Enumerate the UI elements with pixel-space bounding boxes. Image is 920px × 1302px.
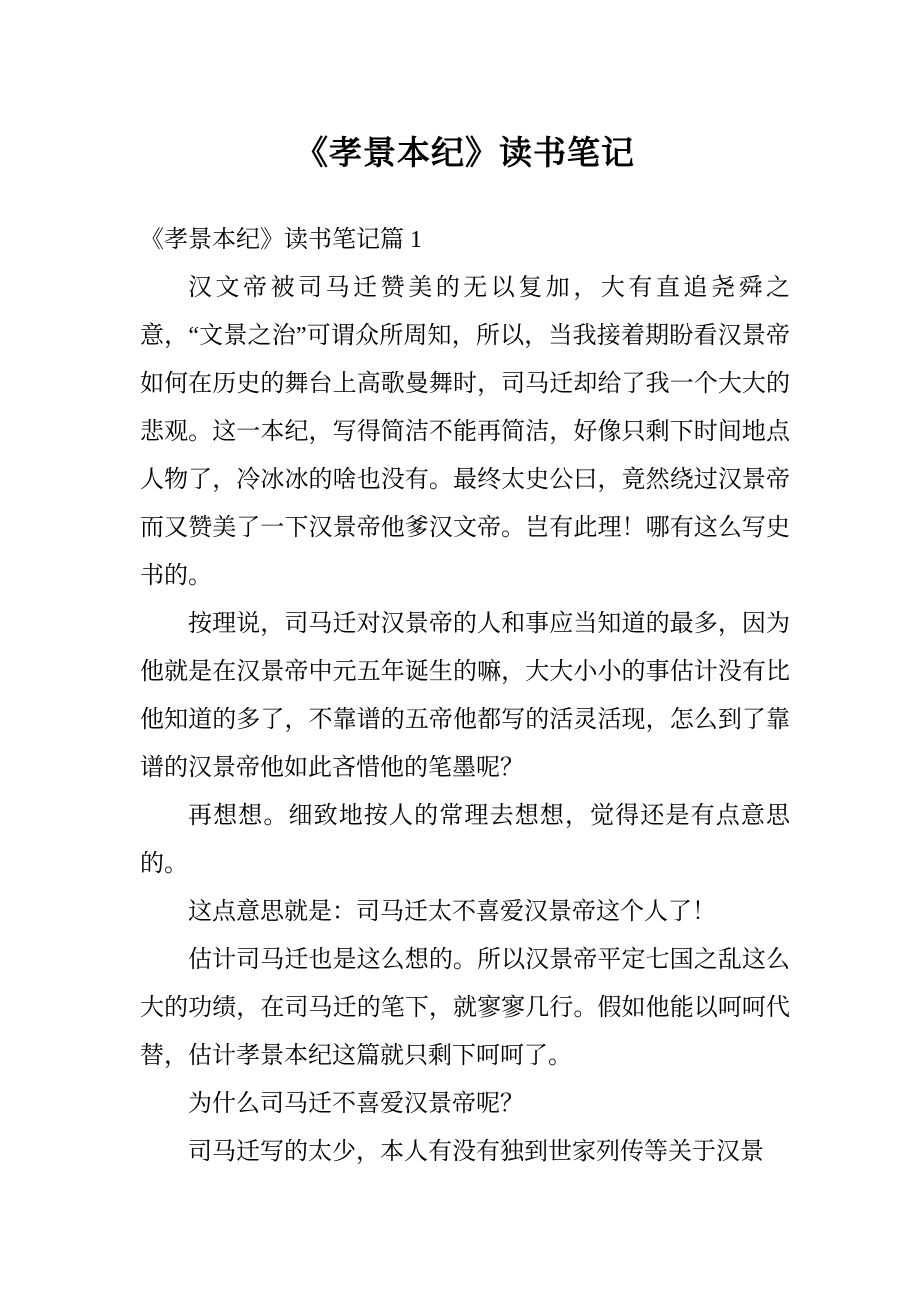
paragraph: 估计司马迁也是这么想的。所以汉景帝平定七国之乱这么大的功绩，在司马迁的笔下，就寥寥几行。假如他能以呵呵代替，估计孝景本纪这篇就只剩下呵呵了。 <box>140 947 790 1069</box>
paragraph: 汉文帝被司马迁赞美的无以复加，大有直追尧舜之意，“文景之治”可谓众所周知，所以，当我接着期盼看汉景帝如何在历史的舞台上高歌曼舞时，司马迁却给了我一个大大的悲观。这一本纪，写得简洁不能再简洁，好像只剩下时间地点人物了，冷冰冰的啥也没有。最终太史公曰，竟然绕过汉景帝而又赞美了一下汉景帝他爹汉文帝。岂有此理！哪有这么写史书的。 <box>140 275 790 589</box>
paragraph: 再想想。细致地按人的常理去想想，觉得还是有点意思的。 <box>140 803 790 877</box>
paragraph: 这点意思就是：司马迁太不喜爱汉景帝这个人了！ <box>188 899 716 925</box>
paragraph: 司马迁写的太少，本人有没有独到世家列传等关于汉景 <box>188 1139 764 1165</box>
paragraph: 按理说，司马迁对汉景帝的人和事应当知道的最多，因为他就是在汉景帝中元五年诞生的嘛，大大小小的事估计没有比他知道的多了，不靠谱的五帝他都写的活灵活现，怎么到了靠谱的汉景帝他如此吝惜他的笔墨呢？ <box>140 611 790 781</box>
paragraph: 为什么司马迁不喜爱汉景帝呢？ <box>188 1091 524 1117</box>
page-title: 《孝景本纪》读书笔记 <box>295 136 635 172</box>
doc-subtitle: 《孝景本纪》读书笔记篇 1 <box>140 227 422 253</box>
document-body <box>140 264 790 1176</box>
